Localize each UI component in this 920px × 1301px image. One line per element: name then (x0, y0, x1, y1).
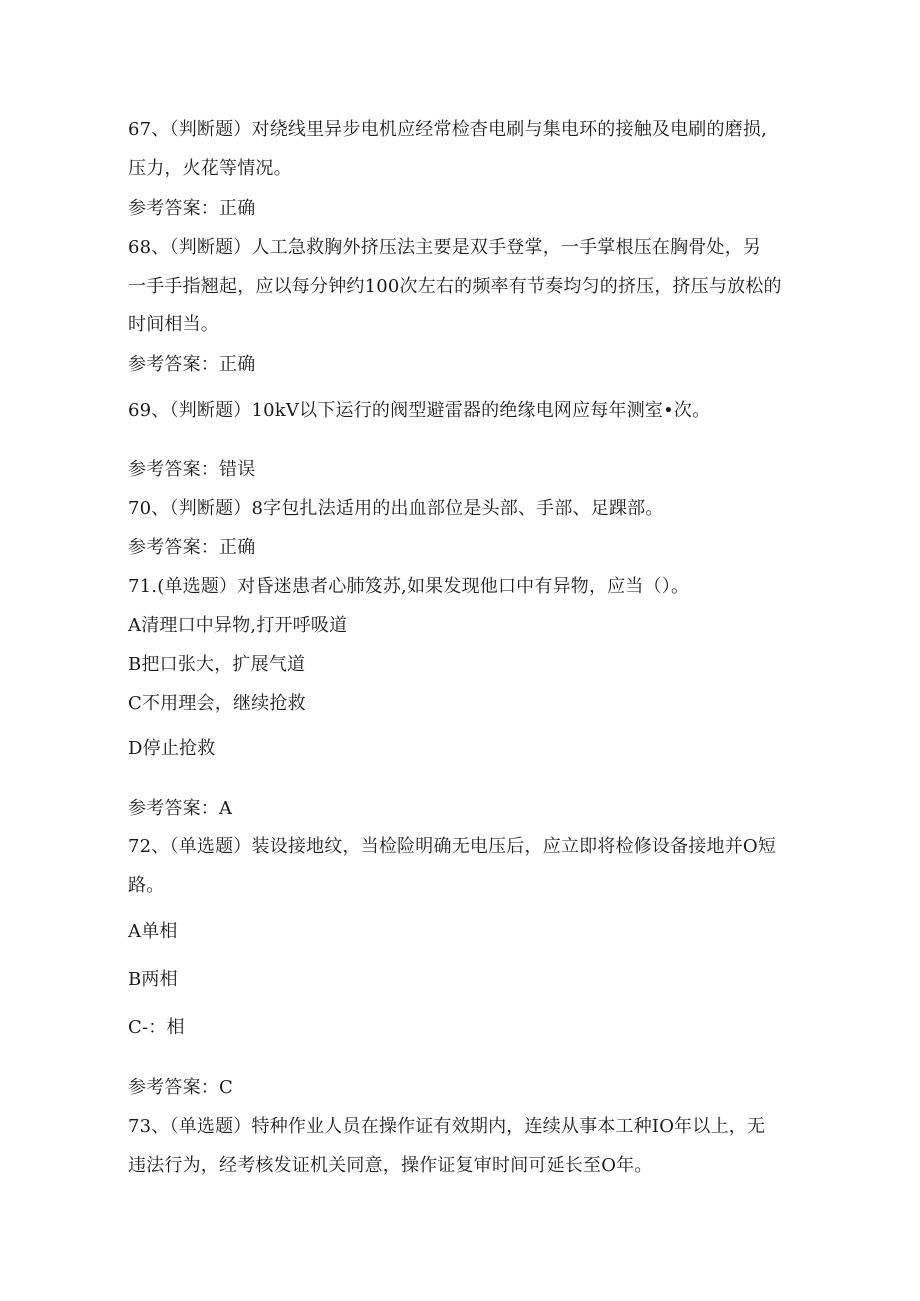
q71-option-b: B把口张大，扩展气道 (128, 654, 306, 675)
q67-answer: 参考答案：正确 (128, 198, 256, 219)
q68-line-3: 时间相当。 (128, 314, 219, 335)
q68-line-1: 68、（判断题）人工急救胸外挤压法主要是双手登掌，一手掌根压在胸骨处，另 (128, 237, 762, 258)
q73-line-2: 违法行为，经考核发证机关同意，操作证复审时间可延长至O年。 (128, 1155, 653, 1176)
q72-option-b: B两相 (128, 969, 178, 990)
q72-line-1: 72、（单选题）装设接地纹，当检险明确无电压后，应立即将检修设备接地并O短 (128, 836, 777, 857)
q71-option-c: C不用理会，继续抢救 (128, 693, 306, 714)
q69-line-1: 69、（判断题）10kV以下运行的阀型避雷器的绝缘电网应每年测室•次。 (128, 400, 711, 421)
q72-answer: 参考答案：C (128, 1077, 233, 1098)
q72-option-a: A单相 (128, 921, 178, 942)
q71-answer: 参考答案：A (128, 798, 233, 819)
q68-answer: 参考答案：正确 (128, 354, 256, 375)
q72-line-2: 路。 (128, 875, 165, 896)
q71-option-a: A清理口中异物,打开呼吸道 (128, 615, 348, 636)
q72-option-c: C-：相 (128, 1017, 185, 1038)
q70-line-1: 70、（判断题）8字包扎法适用的出血部位是头部、手部、足踝部。 (128, 498, 664, 519)
q73-line-1: 73、（单选题）特种作业人员在操作证有效期内，连续从事本工种IO年以上，无 (128, 1116, 766, 1137)
q69-answer: 参考答案：错误 (128, 459, 256, 480)
q70-answer: 参考答案：正确 (128, 537, 256, 558)
q68-line-2: 一手手指翘起，应以每分钟约100次左右的频率有节奏均匀的挤压，挤压与放松的 (128, 276, 782, 297)
q71-option-d: D停止抢救 (128, 738, 216, 759)
q67-line-1: 67、（判断题）对绕线里异步电机应经常检杳电刷与集电环的接触及电刷的磨损, (128, 119, 768, 140)
q67-line-2: 压力，火花等情况。 (128, 158, 292, 179)
q71-line-1: 71.(单选题）对昏迷患者心肺笈苏,如果发现他口中有异物，应当（）。 (128, 576, 690, 597)
